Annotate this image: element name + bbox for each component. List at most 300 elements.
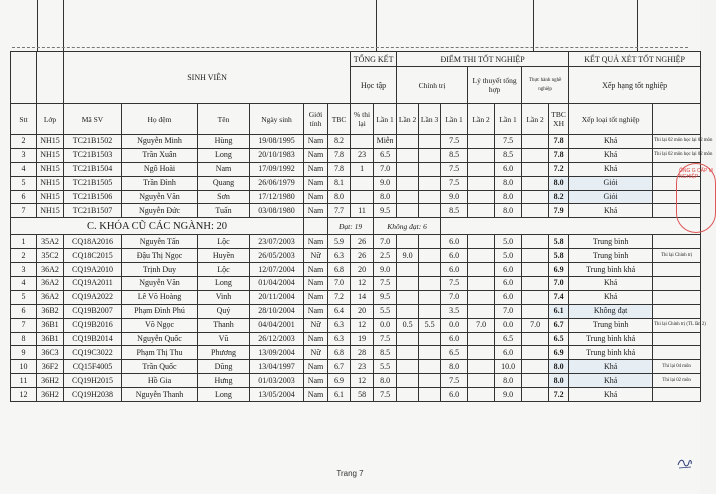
- cell-lop: 35C2: [37, 249, 64, 263]
- cell-th1: 8.0: [495, 176, 522, 190]
- cell-lop: NH15: [37, 204, 64, 218]
- cell-lop: 36C3: [37, 346, 64, 360]
- cell-ma: TC21B1502: [64, 135, 122, 149]
- cell-note: [653, 290, 701, 304]
- cell-note: [653, 277, 701, 291]
- cell-lop: 36F2: [37, 360, 64, 374]
- cell-tl: 19: [351, 332, 374, 346]
- table-row: [11, 249, 701, 263]
- cell-ct2: [397, 204, 419, 218]
- header-tong-ket: TỔNG KẾT: [351, 52, 397, 67]
- cell-ma: CQ19B2016: [64, 318, 122, 332]
- page-footer: Trang 7: [336, 469, 364, 478]
- cell-ct1: 6.5: [374, 148, 397, 162]
- cell-ct2: [397, 346, 419, 360]
- cell-stt: 6: [11, 304, 37, 318]
- cell-ct1: 8.0: [374, 374, 397, 388]
- header-ngay-sinh: Ngày sinh: [250, 104, 304, 135]
- cell-xl: Không đạt: [569, 304, 653, 318]
- cell-ns: 13/05/2004: [250, 388, 304, 402]
- cell-ct3: [419, 290, 441, 304]
- cell-th2: [522, 148, 549, 162]
- cell-th1: 5.0: [495, 249, 522, 263]
- cell-tbc: 6.8: [328, 346, 351, 360]
- cell-ten: Vũ: [198, 332, 250, 346]
- cell-ns: 28/10/2004: [250, 304, 304, 318]
- cell-ten: Nam: [198, 162, 250, 176]
- cell-ct2: [397, 176, 419, 190]
- cell-lt1: 7.5: [441, 374, 468, 388]
- cell-note: [653, 263, 701, 277]
- cell-th1: 6.0: [495, 277, 522, 291]
- cell-lop: 36A2: [37, 290, 64, 304]
- cell-xl: Trung bình khá: [569, 263, 653, 277]
- cell-ct3: [419, 176, 441, 190]
- cell-ho: Phạm Đình Phú: [122, 304, 198, 318]
- table-row: [11, 176, 701, 190]
- official-stamp: ÔNG G CẤP M NGHIỆP: [676, 163, 716, 233]
- header-thuc-hanh: Thực hành nghề nghiệp: [522, 67, 569, 104]
- cell-lt1: 6.5: [441, 346, 468, 360]
- cell-th2: [522, 162, 549, 176]
- cell-tl: 23: [351, 148, 374, 162]
- cell-th2: [522, 304, 549, 318]
- cell-ho: Nguyễn Tấn: [122, 235, 198, 249]
- cell-lt1: 3.5: [441, 304, 468, 318]
- cell-ma: CQ18A2016: [64, 235, 122, 249]
- cell-xh: 7.8: [549, 148, 569, 162]
- cell-lt2: [468, 148, 495, 162]
- cell-ct1: 9.5: [374, 204, 397, 218]
- cell-tl: 26: [351, 249, 374, 263]
- cell-tl: 14: [351, 290, 374, 304]
- cell-ten: Thanh: [198, 318, 250, 332]
- cell-stt: 12: [11, 388, 37, 402]
- cell-lop: NH15: [37, 190, 64, 204]
- cell-ns: 26/12/2003: [250, 332, 304, 346]
- cell-ct1: 8.5: [374, 346, 397, 360]
- cell-tbc: 6.3: [328, 318, 351, 332]
- cell-th2: [522, 135, 549, 149]
- cell-ho: Trần Đình: [122, 176, 198, 190]
- header-lt-lan1: Lần 1: [441, 104, 468, 135]
- cell-ten: Long: [198, 388, 250, 402]
- cell-stt: 3: [11, 263, 37, 277]
- dashed-rule: [12, 47, 688, 48]
- header-stt: Stt: [11, 104, 37, 135]
- table-row: [11, 332, 701, 346]
- cell-xh: 8.0: [549, 374, 569, 388]
- section-title: C. KHÓA CŨ CÁC NGÀNH: 20: [11, 218, 304, 235]
- cell-stt: 7: [11, 204, 37, 218]
- table-body-top: [11, 135, 713, 218]
- cell-th2: [522, 346, 549, 360]
- cell-lt2: [468, 360, 495, 374]
- cell-gt: Nữ: [304, 346, 328, 360]
- cell-xh: 7.0: [549, 277, 569, 291]
- cell-tbc: 8.0: [328, 190, 351, 204]
- cell-lt2: [468, 235, 495, 249]
- cell-ns: 04/04/2001: [250, 318, 304, 332]
- cell-lop: 36B2: [37, 304, 64, 318]
- cell-tbc: 6.3: [328, 332, 351, 346]
- cell-ma: TC21B1504: [64, 162, 122, 176]
- cell-lop: 36A2: [37, 263, 64, 277]
- cell-th1: 10.0: [495, 360, 522, 374]
- cell-ten: Huyền: [198, 249, 250, 263]
- cell-th2: [522, 176, 549, 190]
- header-ket-qua: KẾT QUẢ XÉT TỐT NGHIỆP: [569, 52, 701, 67]
- header-diem-thi: ĐIỂM THI TỐT NGHIỆP: [397, 52, 569, 67]
- cell-note: Thi lại 02 môn: [653, 374, 701, 388]
- cell-xh: 5.8: [549, 249, 569, 263]
- cell-ns: 23/07/2003: [250, 235, 304, 249]
- cell-ct3: [419, 304, 441, 318]
- cell-lop: 36H2: [37, 374, 64, 388]
- cell-ma: TC21B1505: [64, 176, 122, 190]
- cell-ma: CQ18C2015: [64, 249, 122, 263]
- cell-tbc: 6.9: [328, 374, 351, 388]
- cell-ct1: 7.0: [374, 235, 397, 249]
- cell-ct2: [397, 290, 419, 304]
- cell-th1: 5.0: [495, 235, 522, 249]
- cell-tbc: 7.8: [328, 162, 351, 176]
- cell-stt: 3: [11, 148, 37, 162]
- cell-ten: Phương: [198, 346, 250, 360]
- cell-tbc: 6.8: [328, 263, 351, 277]
- cell-tl: 58: [351, 388, 374, 402]
- cell-ct2: [397, 148, 419, 162]
- cell-xl: Khá: [569, 290, 653, 304]
- cell-xl: Khá: [569, 388, 653, 402]
- cell-lt2: [468, 204, 495, 218]
- cell-note: Thi lại Chính trị (TL lần 2): [653, 318, 701, 332]
- header-xep-hang: Xếp hạng tốt nghiệp: [569, 67, 701, 104]
- cell-xh: 6.7: [549, 318, 569, 332]
- cell-tl: 12: [351, 374, 374, 388]
- cell-xl: Trung bình: [569, 318, 653, 332]
- cell-ct2: 0.5: [397, 318, 419, 332]
- graduation-table: [10, 51, 713, 402]
- cell-tbc: 7.2: [328, 290, 351, 304]
- cell-note: [653, 304, 701, 318]
- cell-ho: Trần Xuân: [122, 148, 198, 162]
- column-rule: [37, 0, 38, 51]
- cell-lt1: 0.0: [441, 318, 468, 332]
- header-ct-lan3: Lần 3: [419, 104, 441, 135]
- cell-th2: 7.0: [522, 318, 549, 332]
- cell-ho: Trịnh Duy: [122, 263, 198, 277]
- cell-ten: Vinh: [198, 290, 250, 304]
- cell-note: Thi lại Chính trị: [653, 249, 701, 263]
- cell-ct1: 8.0: [374, 190, 397, 204]
- cell-ho: Võ Ngọc: [122, 318, 198, 332]
- cell-th1: 8.5: [495, 148, 522, 162]
- cell-lt2: 7.0: [468, 318, 495, 332]
- cell-ten: Hùng: [198, 135, 250, 149]
- cell-xl: Khá: [569, 148, 653, 162]
- cell-lt2: [468, 176, 495, 190]
- cell-tl: [351, 176, 374, 190]
- cell-lop: NH15: [37, 176, 64, 190]
- header-xep-loai: Xếp loại tốt nghiệp: [569, 104, 653, 135]
- cell-xl: Khá: [569, 374, 653, 388]
- cell-stt: 4: [11, 162, 37, 176]
- cell-ct1: 7.5: [374, 277, 397, 291]
- cell-xl: Khá: [569, 360, 653, 374]
- table-row: [11, 135, 701, 149]
- table-row: [11, 263, 701, 277]
- cell-lop: 36A2: [37, 277, 64, 291]
- cell-ns: 13/04/1997: [250, 360, 304, 374]
- table-row: [11, 318, 701, 332]
- cell-lt2: [468, 290, 495, 304]
- cell-ns: 01/03/2003: [250, 374, 304, 388]
- cell-xh: 8.2: [549, 190, 569, 204]
- cell-ns: 26/05/2003: [250, 249, 304, 263]
- cell-lt1: 8.5: [441, 148, 468, 162]
- cell-ct3: [419, 388, 441, 402]
- cell-th2: [522, 374, 549, 388]
- cell-ct2: [397, 263, 419, 277]
- cell-note: [653, 235, 701, 249]
- cell-ct1: 0.0: [374, 318, 397, 332]
- cell-lt2: [468, 388, 495, 402]
- cell-xh: 8.0: [549, 360, 569, 374]
- cell-ho: Trần Quốc: [122, 360, 198, 374]
- cell-lt2: [468, 277, 495, 291]
- cell-tl: 23: [351, 360, 374, 374]
- header-sinh-vien: SINH VIÊN: [64, 52, 351, 104]
- cell-tbc: 6.3: [328, 249, 351, 263]
- cell-ct1: 2.5: [374, 249, 397, 263]
- cell-ct3: [419, 190, 441, 204]
- cell-stt: 4: [11, 277, 37, 291]
- cell-stt: 5: [11, 176, 37, 190]
- cell-stt: 5: [11, 290, 37, 304]
- cell-ns: 26/06/1979: [250, 176, 304, 190]
- header-ma-sv: Mã SV: [64, 104, 122, 135]
- cell-lt2: [468, 374, 495, 388]
- cell-gt: Nam: [304, 374, 328, 388]
- cell-ns: 20/11/2004: [250, 290, 304, 304]
- cell-ct1: 5.5: [374, 360, 397, 374]
- cell-tl: 12: [351, 277, 374, 291]
- cell-lop: NH15: [37, 162, 64, 176]
- cell-lt1: 8.0: [441, 360, 468, 374]
- cell-stt: 8: [11, 332, 37, 346]
- cell-xl: Giỏi: [569, 176, 653, 190]
- cell-gt: Nam: [304, 190, 328, 204]
- cell-xh: 6.9: [549, 346, 569, 360]
- cell-tbc: 8.2: [328, 135, 351, 149]
- cell-xl: Trung bình khá: [569, 332, 653, 346]
- cell-gt: Nam: [304, 162, 328, 176]
- cell-xh: 6.1: [549, 304, 569, 318]
- cell-ho: Đậu Thị Ngọc: [122, 249, 198, 263]
- cell-tbc: 6.4: [328, 304, 351, 318]
- cell-ma: CQ19C3022: [64, 346, 122, 360]
- header-tbc: TBC: [328, 104, 351, 135]
- cell-ma: TC21B1507: [64, 204, 122, 218]
- cell-xh: 7.2: [549, 388, 569, 402]
- cell-th1: 0.0: [495, 318, 522, 332]
- cell-ns: 12/07/2004: [250, 263, 304, 277]
- cell-lt1: 7.5: [441, 135, 468, 149]
- cell-note: [653, 332, 701, 346]
- cell-ns: 03/08/1980: [250, 204, 304, 218]
- cell-th1: 8.0: [495, 374, 522, 388]
- handwritten-signature: [676, 456, 694, 470]
- cell-th1: 6.0: [495, 162, 522, 176]
- cell-th1: 6.0: [495, 290, 522, 304]
- cell-ct3: [419, 277, 441, 291]
- cell-lop: 35A2: [37, 235, 64, 249]
- cell-xh: 7.2: [549, 162, 569, 176]
- cell-gt: Nam: [304, 135, 328, 149]
- cell-ct1: 7.5: [374, 388, 397, 402]
- cell-xh: 7.4: [549, 290, 569, 304]
- cell-ho: Lê Võ Hoàng: [122, 290, 198, 304]
- cell-ns: 19/08/1995: [250, 135, 304, 149]
- cell-xh: 6.9: [549, 263, 569, 277]
- cell-th2: [522, 290, 549, 304]
- cell-gt: Nữ: [304, 249, 328, 263]
- cell-ct3: [419, 346, 441, 360]
- cell-ma: CQ15F4005: [64, 360, 122, 374]
- cell-th2: [522, 204, 549, 218]
- cell-lt1: 7.5: [441, 176, 468, 190]
- cell-tbc: 7.0: [328, 277, 351, 291]
- header-hoc-tap: Học tập: [351, 67, 397, 104]
- cell-ma: CQ19H2015: [64, 374, 122, 388]
- cell-tbc: 7.7: [328, 204, 351, 218]
- cell-lt2: [468, 249, 495, 263]
- cell-xh: 7.8: [549, 135, 569, 149]
- cell-gt: Nam: [304, 148, 328, 162]
- cell-gt: Nữ: [304, 318, 328, 332]
- cell-th2: [522, 360, 549, 374]
- cell-tbc: 6.1: [328, 388, 351, 402]
- cell-ma: CQ19A2010: [64, 263, 122, 277]
- header-ct-lan2: Lần 2: [397, 104, 419, 135]
- cell-stt: 10: [11, 360, 37, 374]
- cell-stt: 7: [11, 318, 37, 332]
- cell-ct2: [397, 388, 419, 402]
- cell-th1: 7.0: [495, 304, 522, 318]
- cell-ho: Phạm Thị Thu: [122, 346, 198, 360]
- header-tbc-xh: TBC XH: [549, 104, 569, 135]
- cell-ten: Long: [198, 148, 250, 162]
- header-lop: Lớp: [37, 104, 64, 135]
- cell-ct1: 9.0: [374, 263, 397, 277]
- cell-gt: Nam: [304, 290, 328, 304]
- cell-ct3: [419, 204, 441, 218]
- cell-ct3: [419, 374, 441, 388]
- cell-lt1: 6.0: [441, 332, 468, 346]
- cell-th2: [522, 235, 549, 249]
- cell-ho: Nguyễn Quốc: [122, 332, 198, 346]
- header-ct-lan1: Lần 1: [374, 104, 397, 135]
- cell-tl: [351, 190, 374, 204]
- cell-lt2: [468, 162, 495, 176]
- cell-gt: Nam: [304, 277, 328, 291]
- table-row: [11, 162, 701, 176]
- cell-xl: Trung bình: [569, 249, 653, 263]
- cell-th2: [522, 388, 549, 402]
- cell-xl: Trung bình khá: [569, 346, 653, 360]
- cell-ten: Long: [198, 277, 250, 291]
- cell-th1: 6.5: [495, 332, 522, 346]
- cell-gt: Nam: [304, 360, 328, 374]
- cell-tbc: 6.7: [328, 360, 351, 374]
- cell-xl: Giỏi: [569, 190, 653, 204]
- cell-ns: 17/09/1992: [250, 162, 304, 176]
- cell-ct2: [397, 304, 419, 318]
- cell-ho: Nguyễn Đức: [122, 204, 198, 218]
- cell-xl: Khá: [569, 135, 653, 149]
- cell-th2: [522, 190, 549, 204]
- cell-tl: [351, 135, 374, 149]
- cell-stt: 2: [11, 249, 37, 263]
- cell-lt1: 7.5: [441, 162, 468, 176]
- cell-ten: Quý: [198, 304, 250, 318]
- table-row: [11, 360, 701, 374]
- column-rule: [376, 0, 377, 51]
- cell-note: [653, 388, 701, 402]
- cell-ct3: [419, 249, 441, 263]
- cell-gt: Nam: [304, 176, 328, 190]
- cell-tl: 28: [351, 346, 374, 360]
- cell-tl: 26: [351, 235, 374, 249]
- cell-stt: 9: [11, 346, 37, 360]
- cell-xl: Khá: [569, 277, 653, 291]
- cell-ct3: 5.5: [419, 318, 441, 332]
- cell-ho: Nguyễn Văn: [122, 277, 198, 291]
- cell-lt1: 9.0: [441, 190, 468, 204]
- cell-ten: Tuấn: [198, 204, 250, 218]
- cell-ho: Nguyễn Minh: [122, 135, 198, 149]
- cell-th2: [522, 263, 549, 277]
- cell-tl: 20: [351, 263, 374, 277]
- cell-lt1: 6.0: [441, 249, 468, 263]
- header-th-lan2: Lần 2: [522, 104, 549, 135]
- cell-tl: 20: [351, 304, 374, 318]
- cell-ten: Dũng: [198, 360, 250, 374]
- section-khong-dat: Không đạt: 6: [374, 218, 441, 235]
- table-body-bottom: [11, 235, 706, 402]
- cell-ct3: [419, 235, 441, 249]
- cell-ns: 13/09/2004: [250, 346, 304, 360]
- cell-lop: 36B1: [37, 318, 64, 332]
- cell-note: [653, 346, 701, 360]
- cell-lop: NH15: [37, 135, 64, 149]
- cell-xh: 7.9: [549, 204, 569, 218]
- column-rule: [63, 0, 64, 51]
- header-ho-dem: Họ đệm: [122, 104, 198, 135]
- cell-ma: TC21B1503: [64, 148, 122, 162]
- cell-ct3: [419, 332, 441, 346]
- cell-ct3: [419, 148, 441, 162]
- cell-ten: Lộc: [198, 263, 250, 277]
- cell-lt2: [468, 346, 495, 360]
- table-row: [11, 290, 701, 304]
- cell-note: Thi lại 02 môn học lại 02 môn: [653, 148, 701, 162]
- cell-gt: Nam: [304, 263, 328, 277]
- cell-ct3: [419, 135, 441, 149]
- header-pct-thi-lai: % thi lại: [351, 104, 374, 135]
- cell-ma: CQ19B2007: [64, 304, 122, 318]
